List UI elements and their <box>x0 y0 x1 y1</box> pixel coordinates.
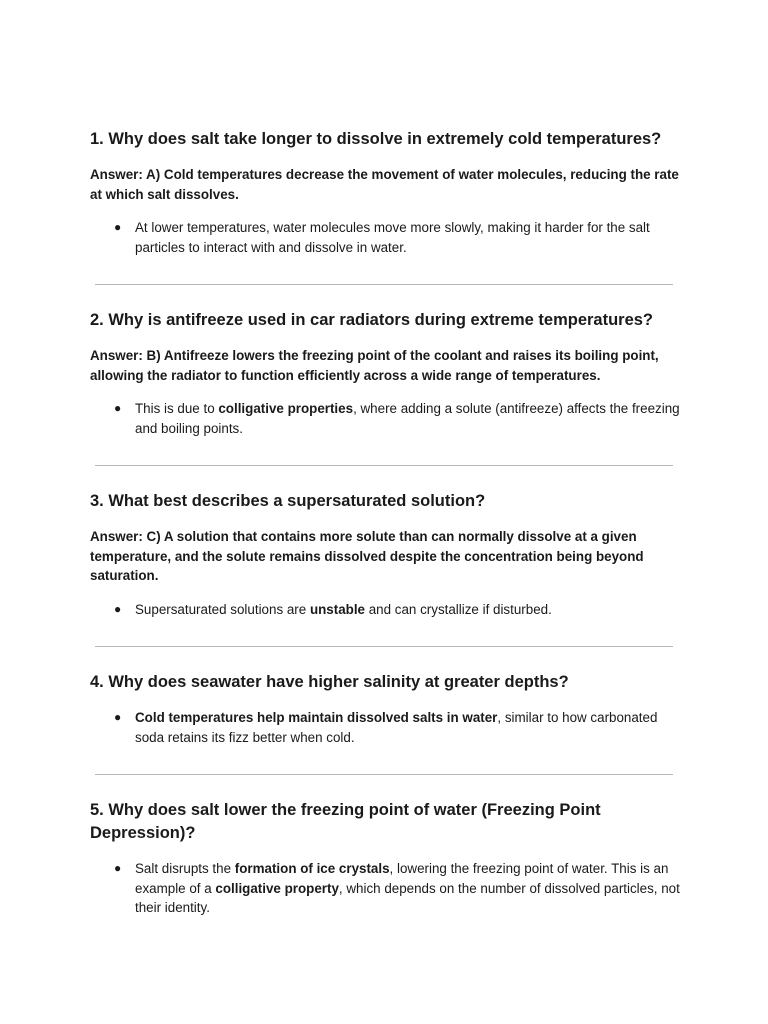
section-divider <box>95 646 673 647</box>
explanation-emphasis-2: colligative property <box>215 880 339 896</box>
explanation-item <box>90 600 680 620</box>
bullet-icon: ● <box>114 601 122 616</box>
qa-section-4 <box>90 671 680 747</box>
explanation-emphasis: colligative properties <box>218 401 354 416</box>
question-heading: 4. Why does seawater have higher salinity at greater depths? <box>90 673 569 691</box>
explanation-list <box>90 218 680 257</box>
explanation-text-post: , where adding a solute (antifreeze) affects the freezing and boiling points. <box>135 401 680 436</box>
explanation-list <box>90 708 680 747</box>
question-heading: 1. Why does salt take longer to dissolve in extremely cold temperatures? <box>90 130 662 148</box>
bullet-icon: ● <box>114 861 122 875</box>
bullet-icon: ● <box>114 401 122 415</box>
explanation-item <box>90 859 680 918</box>
explanation-text-post: , which depends on the number of dissolved particles, not their identity. <box>135 880 680 915</box>
explanation-text-pre: Supersaturated solutions are <box>135 601 310 617</box>
explanation-list <box>90 600 680 620</box>
section-divider <box>95 465 673 466</box>
section-divider <box>95 774 673 775</box>
explanation-item <box>90 399 680 438</box>
bullet-icon: ● <box>114 710 122 724</box>
explanation-list <box>90 399 680 438</box>
explanation-text-pre: Salt disrupts the <box>135 861 235 876</box>
explanation-text-mid: , lowering the freezing point of water. This is an example of a <box>135 861 669 896</box>
question-heading: 5. Why does salt lower the freezing point of water (Freezing Point Depression)? <box>90 801 601 842</box>
bullet-icon: ● <box>114 220 122 234</box>
question-heading: 2. Why is antifreeze used in car radiators during extreme temperatures? <box>90 311 654 329</box>
qa-section-2 <box>90 309 680 438</box>
explanation-text-post: and can crystallize if disturbed. <box>365 601 552 617</box>
explanation-item <box>90 708 680 747</box>
qa-section-5 <box>90 799 680 918</box>
explanation-emphasis: Cold temperatures help maintain dissolved salts in water <box>135 710 498 725</box>
explanation-list <box>90 859 680 918</box>
explanation-text: At lower temperatures, water molecules move more slowly, making it harder for the salt particles to interact with and dissolve in water. <box>135 220 650 255</box>
question-heading: 3. What best describes a supersaturated solution? <box>90 492 486 510</box>
answer-text: Answer: B) Antifreeze lowers the freezing point of the coolant and raises its boiling point, allowing the radiator to function efficiently across a wide range of temperatures. <box>90 348 659 383</box>
explanation-item <box>90 218 680 257</box>
qa-section-3 <box>90 490 680 619</box>
explanation-text-post: , similar to how carbonated soda retains its fizz better when cold. <box>135 710 658 745</box>
explanation-text-pre: This is due to <box>135 401 219 416</box>
answer-text: Answer: A) Cold temperatures decrease the movement of water molecules, reducing the rate at which salt dissolves. <box>90 167 679 202</box>
explanation-emphasis: formation of ice crystals <box>234 861 390 876</box>
answer-text: Answer: C) A solution that contains more solute than can normally dissolve at a given temperature, and the solute remains dissolved despite the concentration being beyond saturation. <box>90 529 644 583</box>
section-divider <box>95 284 673 285</box>
qa-section-1 <box>90 128 680 257</box>
explanation-emphasis: unstable <box>309 601 365 617</box>
